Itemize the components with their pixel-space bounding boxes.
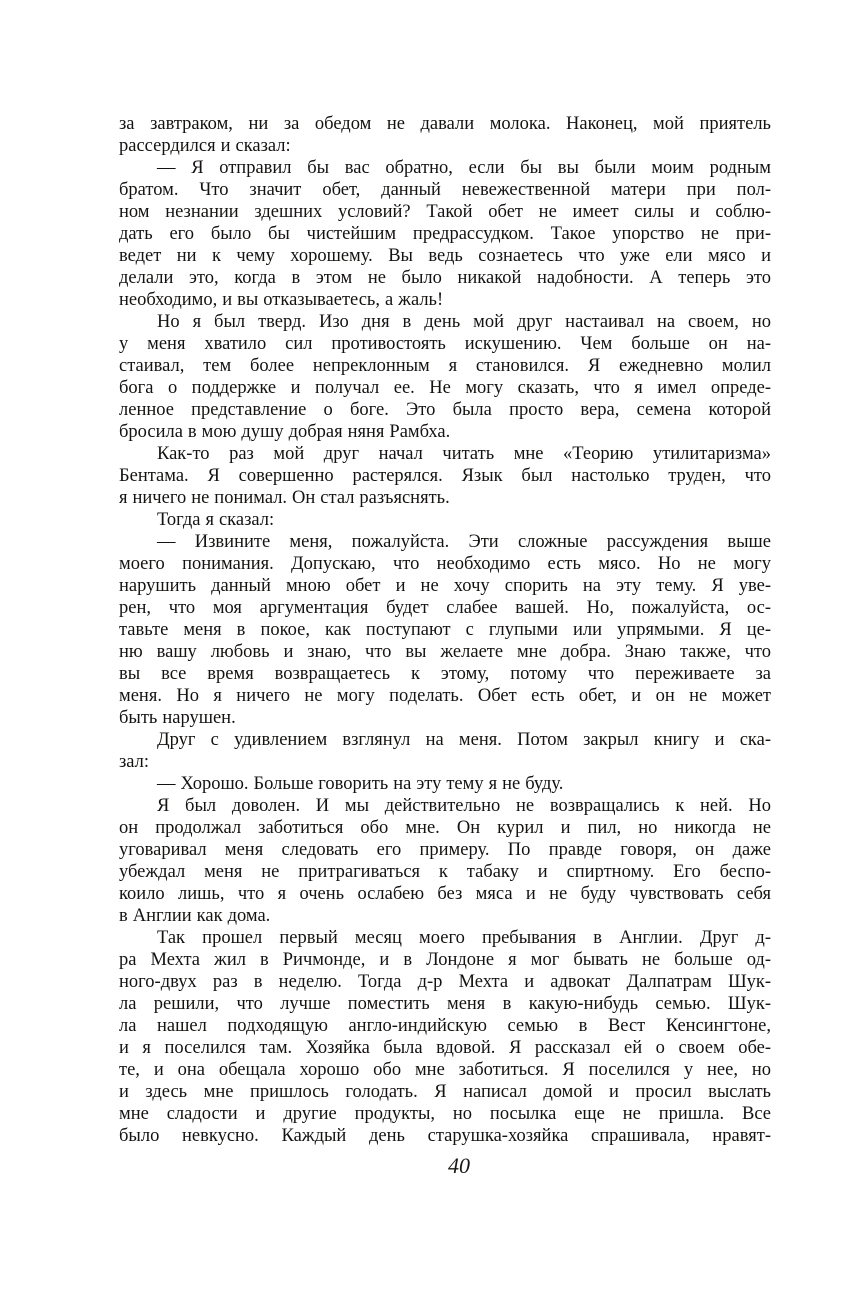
- text-line: моего понимания. Допускаю, что необходимо есть мясо. Но не могу: [119, 554, 771, 574]
- text-line: стаивал, тем более непреклонным я становился. Я ежедневно молил: [119, 356, 771, 376]
- text-line: ла нашел подходящую англо-индийскую семью в Вест Кенсингтоне,: [119, 1016, 771, 1036]
- text-line: за завтраком, ни за обедом не давали молока. Наконец, мой приятель: [119, 114, 771, 134]
- text-line: я ничего не понимал. Он стал разъяснять.: [119, 488, 450, 508]
- text-line: нарушить данный мною обет и не хочу спорить на эту тему. Я уве-: [119, 576, 771, 596]
- text-line: и здесь мне пришлось голодать. Я написал домой и просил выслать: [119, 1082, 771, 1102]
- text-line: у меня хватило сил противостоять искушению. Чем больше он на-: [119, 334, 771, 354]
- text-line: рассердился и сказал:: [119, 136, 291, 156]
- text-line: и я поселился там. Хозяйка была вдовой. Я рассказал ей о своем обе-: [119, 1038, 771, 1058]
- text-line: Бентама. Я совершенно растерялся. Язык был настолько труден, что: [119, 466, 771, 486]
- text-line: — Хорошо. Больше говорить на эту тему я не буду.: [157, 774, 564, 794]
- text-line: ню вашу любовь и знаю, что вы желаете мне добра. Знаю также, что: [119, 642, 771, 662]
- page-number: 40: [448, 1153, 470, 1178]
- text-line: было невкусно. Каждый день старушка-хозяйка спрашивала, нравят-: [119, 1126, 771, 1146]
- text-line: — Извините меня, пожалуйста. Эти сложные рассуждения выше: [157, 532, 771, 552]
- text-line: меня. Но я ничего не могу поделать. Обет есть обет, и он не может: [119, 686, 771, 706]
- text-line: Но я был тверд. Изо дня в день мой друг настаивал на своем, но: [157, 312, 771, 332]
- text-line: братом. Что значит обет, данный невежественной матери при пол-: [119, 180, 771, 200]
- text-line: убеждал меня не притрагиваться к табаку и спиртному. Его беспо-: [119, 862, 771, 882]
- text-line: уговаривал меня следовать его примеру. По правде говоря, он даже: [119, 840, 771, 860]
- text-line: вы все время возвращаетесь к этому, потому что переживаете за: [119, 664, 771, 684]
- text-line: необходимо, и вы отказываетесь, а жаль!: [119, 290, 444, 310]
- text-line: зал:: [119, 752, 150, 772]
- text-line: делали это, когда в этом не было никакой надобности. А теперь это: [119, 268, 771, 288]
- text-line: Тогда я сказал:: [157, 510, 275, 530]
- text-line: Друг с удивлением взглянул на меня. Потом закрыл книгу и ска-: [157, 730, 771, 750]
- text-line: Так прошел первый месяц моего пребывания в Англии. Друг д-: [157, 928, 771, 948]
- text-line: ного-двух раз в неделю. Тогда д-р Мехта и адвокат Далпатрам Шук-: [119, 972, 771, 992]
- text-line: ном незнании здешних условий? Такой обет не имеет силы и соблю-: [119, 202, 771, 222]
- text-line: Я был доволен. И мы действительно не возвращались к ней. Но: [157, 796, 771, 816]
- text-line: — Я отправил бы вас обратно, если бы вы были моим родным: [157, 158, 771, 178]
- text-line: ведет ни к чему хорошему. Вы ведь сознаетесь что уже ели мясо и: [119, 246, 771, 266]
- text-block: [119, 113, 771, 1147]
- text-line: мне сладости и другие продукты, но посылка еще не пришла. Все: [119, 1104, 771, 1124]
- text-line: те, и она обещала хорошо обо мне заботиться. Я поселился у нее, но: [119, 1060, 771, 1080]
- text-line: быть нарушен.: [119, 708, 236, 728]
- text-line: ленное представление о боге. Это была просто вера, семена которой: [119, 400, 771, 420]
- text-line: рен, что моя аргументация будет слабее вашей. Но, пожалуйста, ос-: [119, 598, 771, 618]
- text-line: ра Мехта жил в Ричмонде, и в Лондоне я мог бывать не больше од-: [119, 950, 771, 970]
- text-line: бросила в мою душу добрая няня Рамбха.: [119, 422, 451, 442]
- text-line: коило лишь, что я очень ослабею без мяса и не буду чувствовать себя: [119, 884, 771, 904]
- text-line: бога о поддержке и получал ее. Не могу сказать, что я имел опреде-: [119, 378, 771, 398]
- text-line: Как-то раз мой друг начал читать мне «Теорию утилитаризма»: [157, 444, 771, 464]
- text-line: тавьте меня в покое, как поступают с глупыми или упрямыми. Я це-: [119, 620, 771, 640]
- text-line: он продолжал заботиться обо мне. Он курил и пил, но никогда не: [119, 818, 771, 838]
- text-line: дать его было бы чистейшим предрассудком. Такое упорство не при-: [119, 224, 771, 244]
- text-line: ла решили, что лучше поместить меня в какую-нибудь семью. Шук-: [119, 994, 771, 1014]
- text-line: в Англии как дома.: [119, 906, 271, 926]
